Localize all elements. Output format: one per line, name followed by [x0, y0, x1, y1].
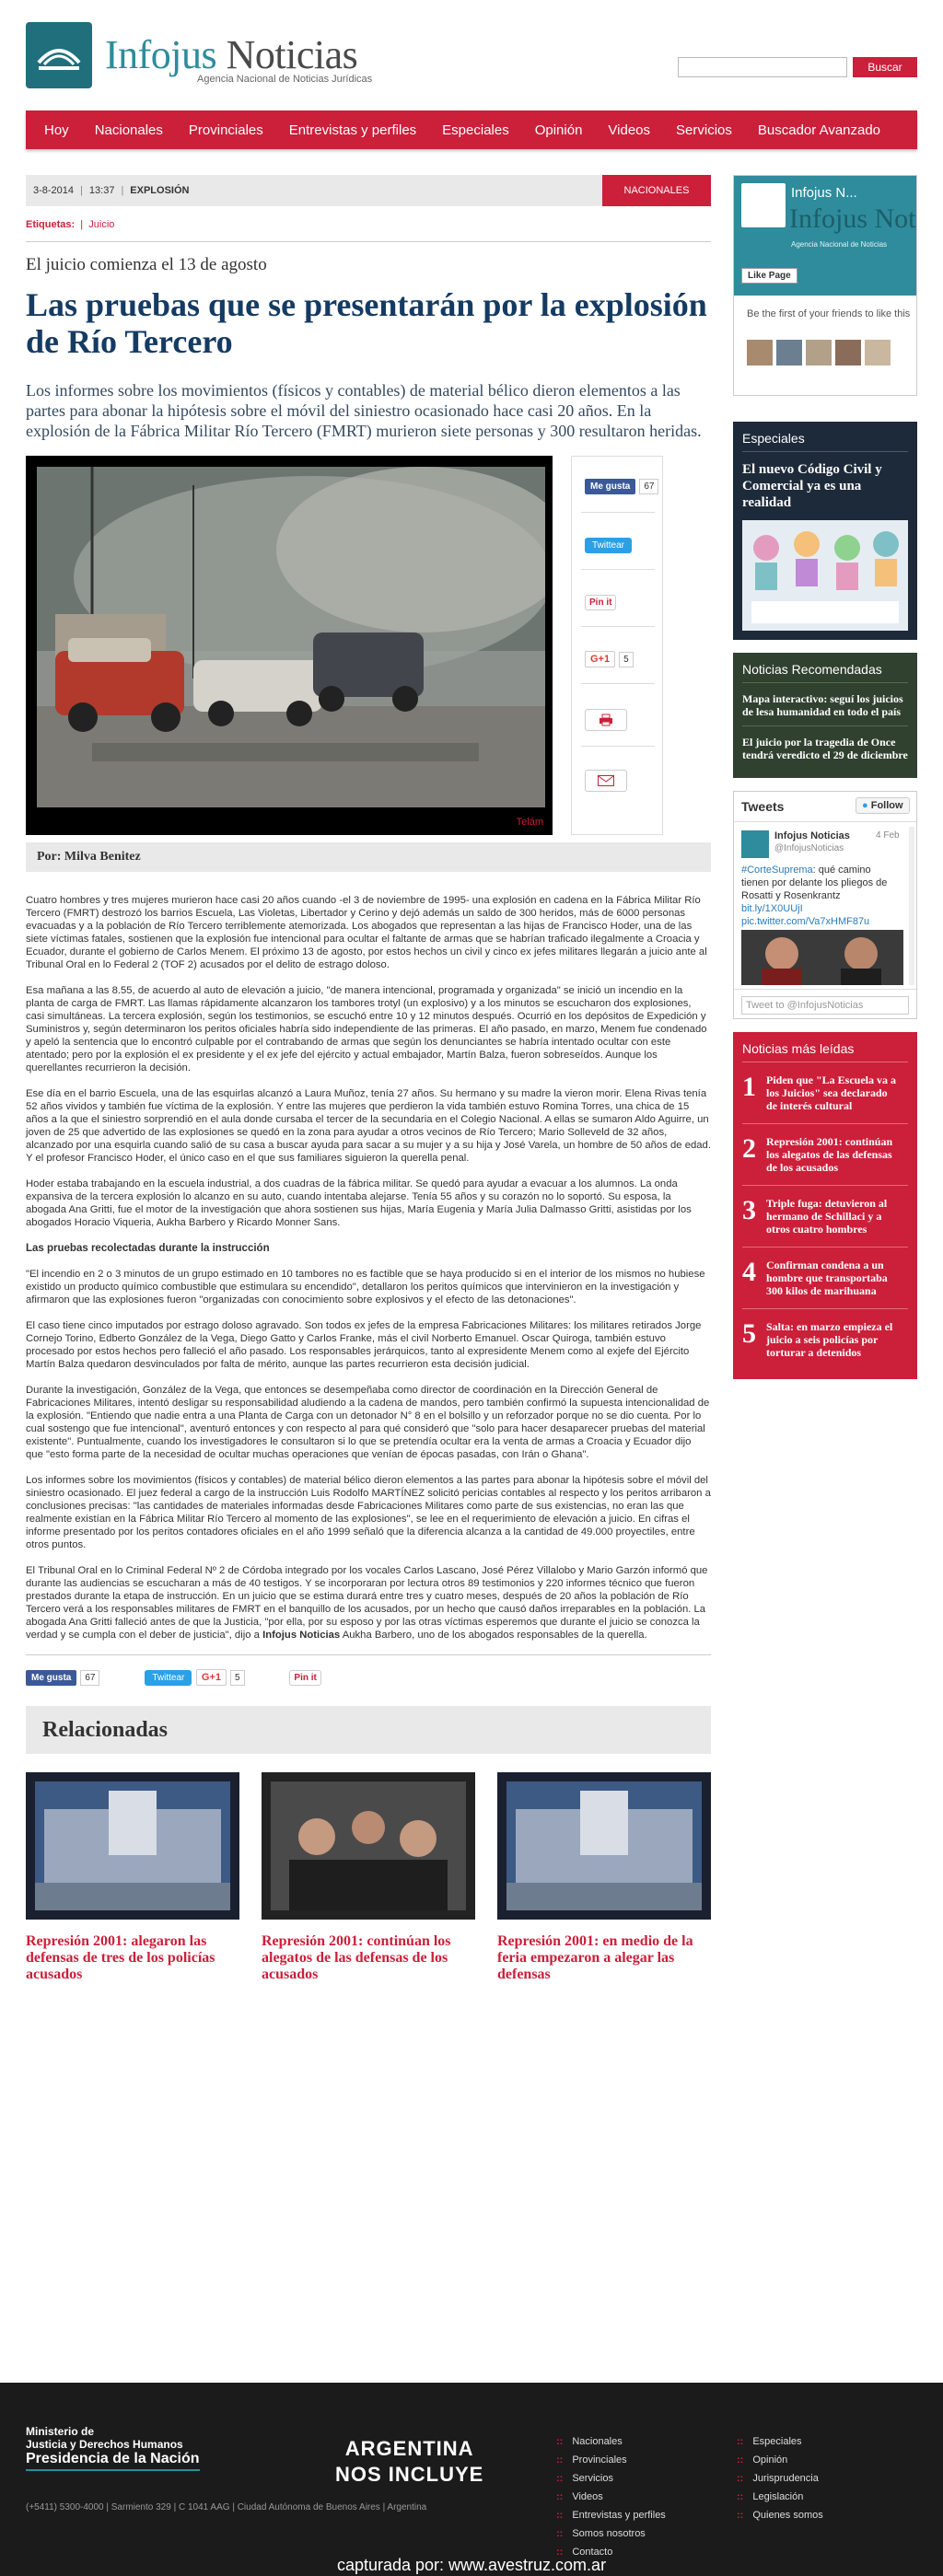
- tweet-link[interactable]: bit.ly/1X0UUjI pic.twitter.com/Va7xHMF87u: [741, 903, 870, 927]
- ministry-line-2: Justicia y Derechos Humanos: [26, 2438, 183, 2451]
- paragraph-text: El Tribunal Oral en lo Criminal Federal Nº 2 de Córdoba integrado por los vocales Carlos Lascano, José Pérez Villalobo y Mario Garzón informó que durante las audiencias se escucharan a más de 40 testigos. Y se incorporaran por lectura otros 89 testimonios y 220 informes técnico que fueron prestados durante la etapa de instrucción. En un juicio que se estima durará entre tres y cuatro meses, después de 20 años la población de Río Tercero verá a los responsables militares de FMRT en el banquillo de los acusados, por un hecho que causó daños irreparables en la población. La abogada Ana Gritti falleció antes de que la Justicia, "por ella, por su esposo y por las otras víctimas esperemos que durante el juicio se conozca la verdad y se cumpla con el deber de justicia", dijo a: [26, 1565, 708, 1641]
- related-title[interactable]: Represión 2001: en medio de la feria empezaron a alegar las defensas: [497, 1933, 693, 1982]
- footer-link[interactable]: :: Entrevistas y perfiles: [556, 2506, 666, 2524]
- fb-page-cover-text: Infojus Not: [789, 203, 916, 234]
- article-category: EXPLOSIÓN: [130, 185, 190, 196]
- tweet-avatar[interactable]: [741, 830, 769, 858]
- paragraph: Los informes sobre los movimientos (físicos y contables) de material bélico dieron elementos a las partes para abonar la hipótesis sobre el móvil del siniestro ocasionado. El juez federal a cargo de la instrucción Luis Rodolfo MARTÍNEZ solicitó pericias contables al respecto y los peritos arribaron a conclusiones precisas: "las cantidades de materiales informadas desde Fabricaciones Militares como parte de sus existencias, no eran las que realmente existían en la Fábrica Militar Río Tercero al momento de las explosiones", se lee en el requerimiento de elevación a juicio. En cifras el informe presentado por los peritos contadores oficiales en el año 1999 señaló que la diferencia alcanza a la cantidad de 49.000 proyectiles, entre otros puntos.: [26, 1475, 711, 1550]
- recomendadas-header: Noticias Recomendadas: [742, 662, 908, 683]
- related-image[interactable]: [497, 1772, 711, 1920]
- rank-title[interactable]: Piden que "La Escuela va a los Juicios" sea declarado de interés cultural: [766, 1073, 897, 1112]
- nav-videos[interactable]: Videos: [608, 122, 651, 138]
- article-meta-bar: 3-8-2014 | 13:37 | EXPLOSIÓN NACIONALES: [26, 175, 711, 206]
- article-photo[interactable]: [37, 467, 545, 807]
- paragraph: El caso tiene cinco imputados por estrago doloso agravado. Son todos ex jefes de la empresa Fabricaciones Militares: los militares retirados Jorge Cornejo Torino, Edberto González de la Vega, Diego Gatto y Carlos Franke, más el civil Norberto Emanuel. Oscar Quiroga, también estuvo procesado por estos hechos pero falleció el año pasado. Los responsables jerárquicos, tanto al expresidente Menem como al exjefe del Ejército Martín Balza quedaron desvinculados por falta de mérito, aunque las partes recurrieron esta decisión judicial.: [26, 1320, 702, 1370]
- fb-count: 67: [639, 479, 658, 494]
- tweet-body: : qué camino tienen por delante los pliegos de Rosatti y Rosenkrantz: [741, 864, 888, 901]
- tweet-author[interactable]: Infojus Noticias: [774, 830, 850, 841]
- footer-link[interactable]: :: Servicios: [556, 2469, 666, 2488]
- paragraph-bold: Infojus Noticias: [262, 1630, 341, 1641]
- fb-friend-faces: [747, 340, 891, 366]
- ministry-line-1: Ministerio de: [26, 2425, 95, 2438]
- tweet-handle[interactable]: @InfojusNoticias: [774, 843, 844, 853]
- recomendadas-card: [733, 653, 917, 778]
- gplus-button-bottom[interactable]: G+1: [196, 1669, 227, 1686]
- tweet-hashtag[interactable]: #CorteSuprema: [741, 864, 813, 876]
- rank-number: 1: [742, 1072, 756, 1102]
- especiales-title[interactable]: El nuevo Código Civil y Comercial ya es una realidad: [742, 462, 882, 510]
- fb-count-bottom: 67: [80, 1670, 99, 1686]
- footer-link[interactable]: :: Opinión: [737, 2451, 823, 2469]
- nav-especiales[interactable]: Especiales: [442, 122, 509, 138]
- gplus-button[interactable]: G+1: [585, 651, 615, 667]
- logo-icon[interactable]: [26, 22, 92, 88]
- related-title[interactable]: Represión 2001: alegaron las defensas de tres de los policías acusados: [26, 1933, 215, 1982]
- fb-page-widget: [733, 175, 917, 396]
- photo-credit: Telám: [516, 817, 543, 828]
- bottom-share-bar: [26, 1654, 711, 1691]
- print-button[interactable]: [585, 709, 627, 731]
- ranked-item[interactable]: [742, 1135, 908, 1186]
- presidency-line: Presidencia de la Nación: [26, 2451, 200, 2471]
- article-subhead: Las pruebas recolectadas durante la instrucción: [26, 1243, 270, 1254]
- friend-avatar[interactable]: [806, 340, 832, 366]
- logo-subtitle: Agencia Nacional de Noticias Jurídicas: [197, 74, 373, 85]
- argentina-logo[interactable]: [335, 2436, 483, 2488]
- rank-title[interactable]: Represión 2001: continúan los alegatos de las defensas de los acusados: [766, 1135, 893, 1174]
- friend-avatar[interactable]: [865, 340, 891, 366]
- related-image[interactable]: [26, 1772, 239, 1920]
- fb-like-button-bottom[interactable]: Me gusta: [26, 1670, 76, 1686]
- tag-link[interactable]: Juicio: [88, 219, 115, 230]
- like-page-button[interactable]: Like Page: [741, 268, 797, 284]
- twitter-bird-icon: ●: [862, 800, 868, 811]
- footer-links-2: [737, 2432, 823, 2524]
- footer-link[interactable]: :: Somos nosotros: [556, 2524, 666, 2543]
- gplus-count: 5: [619, 652, 634, 667]
- fb-share[interactable]: [585, 477, 658, 494]
- article-column: [26, 175, 711, 1983]
- sidebar: [733, 175, 917, 1379]
- footer-address: (+5411) 5300-4000 | Sarmiento 329 | C 1041 AAG | Ciudad Autónoma de Buenos Aires | Argentina: [26, 2502, 427, 2512]
- tweet-text: [741, 864, 898, 928]
- ministry-logo[interactable]: [26, 2425, 200, 2471]
- nav-hoy[interactable]: Hoy: [44, 122, 69, 138]
- argentina-line-1: ARGENTINA: [344, 2437, 474, 2460]
- fb-page-avatar[interactable]: [741, 183, 786, 227]
- rank-number: 3: [742, 1195, 756, 1225]
- related-title[interactable]: Represión 2001: continúan los alegatos de las defensas de los acusados: [262, 1933, 451, 1982]
- email-icon: [598, 775, 614, 786]
- site-logo-text[interactable]: [105, 31, 357, 78]
- article-lead: Los informes sobre los movimientos (físicos y contables) de material bélico dieron elementos a las partes para abonar la hipótesis sobre el móvil del siniestro ocasionado hace casi 20 años. En la explosión de la Fábrica Militar Río Tercero (FMRT) murieron siete personas y 300 resultaron heridas.: [26, 381, 702, 440]
- tweet-date[interactable]: 4 Feb: [876, 830, 900, 841]
- tw-share[interactable]: [585, 536, 632, 553]
- section-badge[interactable]: NACIONALES: [602, 175, 711, 206]
- related-item[interactable]: [262, 1772, 475, 1983]
- follow-button[interactable]: [856, 797, 910, 814]
- search-input[interactable]: [678, 57, 847, 77]
- mas-leidas-card: [733, 1032, 917, 1379]
- main-nav: [26, 110, 917, 149]
- capture-caption: capturada por: www.avestruz.com.ar: [336, 2556, 607, 2574]
- logo-part-2: Noticias: [226, 32, 358, 77]
- twitter-button-bottom[interactable]: Twittear: [145, 1670, 192, 1686]
- nav-entrevistas[interactable]: Entrevistas y perfiles: [288, 122, 417, 138]
- especiales-card[interactable]: [733, 422, 917, 640]
- rank-number: 2: [742, 1133, 756, 1164]
- author-byline: Por: Milva Benitez: [26, 842, 711, 872]
- tags-label: Etiquetas:: [26, 219, 76, 230]
- search-button[interactable]: Buscar: [853, 57, 917, 77]
- friend-avatar[interactable]: [747, 340, 773, 366]
- nav-nacionales[interactable]: Nacionales: [94, 122, 163, 138]
- fb-page-title[interactable]: Infojus N...: [791, 185, 857, 201]
- rank-number: 5: [742, 1318, 756, 1349]
- twitter-widget: [733, 791, 917, 1019]
- email-button[interactable]: [585, 770, 627, 792]
- footer-link[interactable]: :: Quienes somos: [737, 2506, 823, 2524]
- tweet-to-input[interactable]: Tweet to @InfojusNoticias: [741, 996, 909, 1015]
- paragraph-last: [26, 1564, 711, 1642]
- article-headline: Las pruebas que se presentarán por la explosión de Río Tercero: [26, 286, 707, 360]
- site-header: [26, 0, 917, 103]
- footer-link[interactable]: :: Legislación: [737, 2488, 823, 2506]
- pinterest-button[interactable]: Pin it: [585, 595, 616, 610]
- recomendada-item[interactable]: Mapa interactivo: seguí los juicios de lesa humanidad en todo el país: [742, 692, 908, 726]
- follow-label: Follow: [870, 800, 903, 811]
- friend-avatar[interactable]: [835, 340, 861, 366]
- paragraph: Hoder estaba trabajando en la escuela industrial, a dos cuadras de la fábrica militar. Se quedó para ayudar a evacuar a los alumnos. La onda expansiva de la tercera explosión lo alcanzo en su auto, cuando intentaba alejarse. Tenía 55 años y su corazón no lo soportó. Su esposa, la abogada Ana Gritti, fue el motor de la investigación que ahora sostienen sus hijas, María Eugenia y María Julia Dalmasso Gritti, asistidas por los abogados Horacio Viqueria, Aukha Barbero y Ricardo Monner Sans.: [26, 1178, 692, 1228]
- footer-link[interactable]: :: Nacionales: [556, 2432, 666, 2451]
- footer-link[interactable]: :: Especiales: [737, 2432, 823, 2451]
- logo-part-1: Infojus: [105, 32, 217, 77]
- print-icon: [599, 714, 613, 726]
- especiales-header: Especiales: [742, 431, 908, 452]
- article-kicker: El juicio comienza el 13 de agosto: [26, 255, 267, 274]
- ranked-item[interactable]: [742, 1320, 908, 1370]
- mas-leidas-header: Noticias más leídas: [742, 1041, 908, 1062]
- ranked-item[interactable]: [742, 1197, 908, 1247]
- tweets-header: Tweets: [741, 799, 785, 814]
- article-time: 13:37: [88, 185, 115, 196]
- fb-first-text: Be the first of your friends to like this: [747, 308, 911, 319]
- especiales-illustration[interactable]: [742, 520, 908, 631]
- related-grid: [26, 1772, 711, 1983]
- rank-title[interactable]: Salta: en marzo empieza el juicio a seis policías por torturar a detenidos: [766, 1320, 893, 1359]
- paragraph: Esa mañana a las 8.55, de acuerdo al auto de elevación a juicio, "de manera intencional, programada y organizada" se inició un incendio en la planta de carga de FMRT. Las llamas rápidamente alcanzaron los tambores trotyl (un explosivo) y a los minutos se escucharon dos explosiones, casi simultáneas. La tercera explosión, según los testimonios, se escuchó entre 10 y 12 minutos después. Ocurrió en los depósitos de Expedición y Suministros y, según determinaron los peritos oficiales habría sido independiente de las primeras. El año pasado, en marzo, Menem fue condenado y apeló la sentencia que lo encontró culpable por el contrabando de armas que según los denunciantes se habría intentado ocultar con este atentado; pero por la explosión el ex presidente y el ex jefe del ejército y actual embajador, Martín Balza, fueron sobreseídos. Aunque los querellantes recurrieron la decisión.: [26, 985, 707, 1073]
- rank-number: 4: [742, 1257, 756, 1287]
- paragraph-tail: Aukha Barbero, uno de los abogados responsables de la querella.: [340, 1630, 647, 1641]
- fb-page-cover[interactable]: [734, 176, 916, 296]
- article-body: [26, 894, 711, 1642]
- site-footer: [0, 2383, 943, 2576]
- footer-link[interactable]: :: Provinciales: [556, 2451, 666, 2469]
- ranked-item[interactable]: [742, 1259, 908, 1309]
- media-row: [26, 456, 711, 835]
- fb-page-cover-sub: Agencia Nacional de Noticias: [791, 240, 888, 249]
- rank-title[interactable]: Triple fuga: detuvieron al hermano de Schillaci y a otros cuatro hombres: [766, 1197, 888, 1236]
- tweet-photo[interactable]: [741, 930, 903, 985]
- tweet-scrollbar[interactable]: [909, 827, 914, 985]
- nav-provinciales[interactable]: Provinciales: [188, 122, 263, 138]
- related-header: Relacionadas: [26, 1706, 711, 1754]
- fb-like-button[interactable]: Me gusta: [585, 479, 635, 494]
- recomendada-item[interactable]: El juicio por la tragedia de Once tendrá veredicto el 29 de diciembre: [742, 736, 908, 761]
- paragraph: Durante la investigación, González de la Vega, que entonces se desempeñaba como director de coordinación en la Dirección General de Fabricaciones Militares, intentó desligar su responsabilidad aludiendo a la cadena de mandos, pero también confirmó la supuesta intencionalidad de la explosión. "Entiendo que nadie entra a una Planta de Carga con un detonador N° 8 en el bolsillo y un reforzador porque no se dio cuenta. Por lo cual sostengo que fue intencional", aventuró entonces y con respecto al para qué consideró que "solo para hacer desaparecer pruebas del material existente". Puntualmente, cuando los investigadores le consultaron si lo que se pretendía ocultar era la venta de armas a Croacia y Ecuador dijo que "esto forma parte de la necesidad de ocultar muchas operaciones que venían de épocas pasadas, con Irán o Ghana".: [26, 1385, 710, 1460]
- ranked-item[interactable]: [742, 1073, 908, 1124]
- related-item[interactable]: [26, 1772, 239, 1983]
- footer-link[interactable]: :: Jurisprudencia: [737, 2469, 823, 2488]
- gplus-count-bottom: 5: [230, 1670, 245, 1686]
- footer-link[interactable]: :: Videos: [556, 2488, 666, 2506]
- photo-frame: [26, 456, 553, 835]
- related-item[interactable]: [497, 1772, 711, 1983]
- paragraph: "El incendio en 2 o 3 minutos de un grupo estimado en 10 tambores no es factible que se haya producido si en el interior de los mismos no hubiese existido un producto químico combustible que estimulara su encendido", detallaron los peritos químicos que intervinieron en la investigación y afirmaron que las explosiones fueron "organizadas con conocimiento sobre explosivos y el efecto de las detonaciones".: [26, 1269, 705, 1305]
- nav-opinion[interactable]: Opinión: [534, 122, 583, 138]
- nav-servicios[interactable]: Servicios: [676, 122, 732, 138]
- paragraph: Cuatro hombres y tres mujeres murieron hace casi 20 años cuando -el 3 de noviembre de 1995- una explosión en cadena en la Fábrica Militar Río Tercero (FMRT) destrozó los barrios Escuela, Las Violetas, Libertador y Cerino y dejó además un saldo de 300 heridos, más de 6000 personas evacuadas y a la población de Río Tercero terriblemente atemorizada. Los abogados que representan a las hijas de Francisco Hoder, una de las siete víctimas fatales, sostienen que la explosión fue intencional para ocultar el faltante de armas que se habrían traficado ilegalmente a Croacia y Ecuador, durante el gobierno de Carlos Menem. El próximo 13 de agosto, por estos hechos un civil y cinco ex jefes militares llegarán a juicio ante al Tribunal Oral en lo Federal 2 (TOF 2) acusados por el delito de estrago doloso.: [26, 895, 707, 970]
- footer-links-1: [556, 2432, 666, 2561]
- twitter-button[interactable]: Twittear: [585, 538, 632, 553]
- tags-row: Etiquetas: | Juicio: [26, 219, 115, 230]
- friend-avatar[interactable]: [776, 340, 802, 366]
- nav-buscador[interactable]: Buscador Avanzado: [757, 122, 881, 138]
- related-image[interactable]: [262, 1772, 475, 1920]
- share-column: [571, 456, 663, 835]
- footer-link[interactable]: :: Contacto: [556, 2543, 666, 2561]
- paragraph: Ese día en el barrio Escuela, una de las esquirlas alcanzó a Laura Muñoz, tenía 27 años. Su hermano y su madre la vieron morir. Elena Rivas tenía 52 años vividos y también fue víctima de la explosión. Y entre las mujeres que perdieron la vida también estuvo Romina Torres, una chica de 15 años a la que el siniestro sorprendió en el aula donde cursaba el tercer de la secundaria en el Colegio Nacional. A ellas se sumaron Aldo Aguirre, un joven de 25 que advertido de las explosiones se quedó en la zona para ayudar a otros vecinos de Río Tercero; Mario Solleveld de 32 años, alcanzado por una esquirla cuando salió de su casa a buscar ayuda para sacar a su mujer y a su hija y José Varela, un hombre de 50 años de edad. Y el profesor Francisco Hoder, el único caso en el que sus familiares siguieron la querella penal.: [26, 1088, 711, 1164]
- article-date: 3-8-2014: [33, 185, 75, 196]
- argentina-line-2: NOS INCLUYE: [335, 2463, 484, 2486]
- rank-title[interactable]: Confirman condena a un hombre que transportaba 300 kilos de marihuana: [766, 1259, 888, 1297]
- pinterest-button-bottom[interactable]: Pin it: [289, 1670, 320, 1686]
